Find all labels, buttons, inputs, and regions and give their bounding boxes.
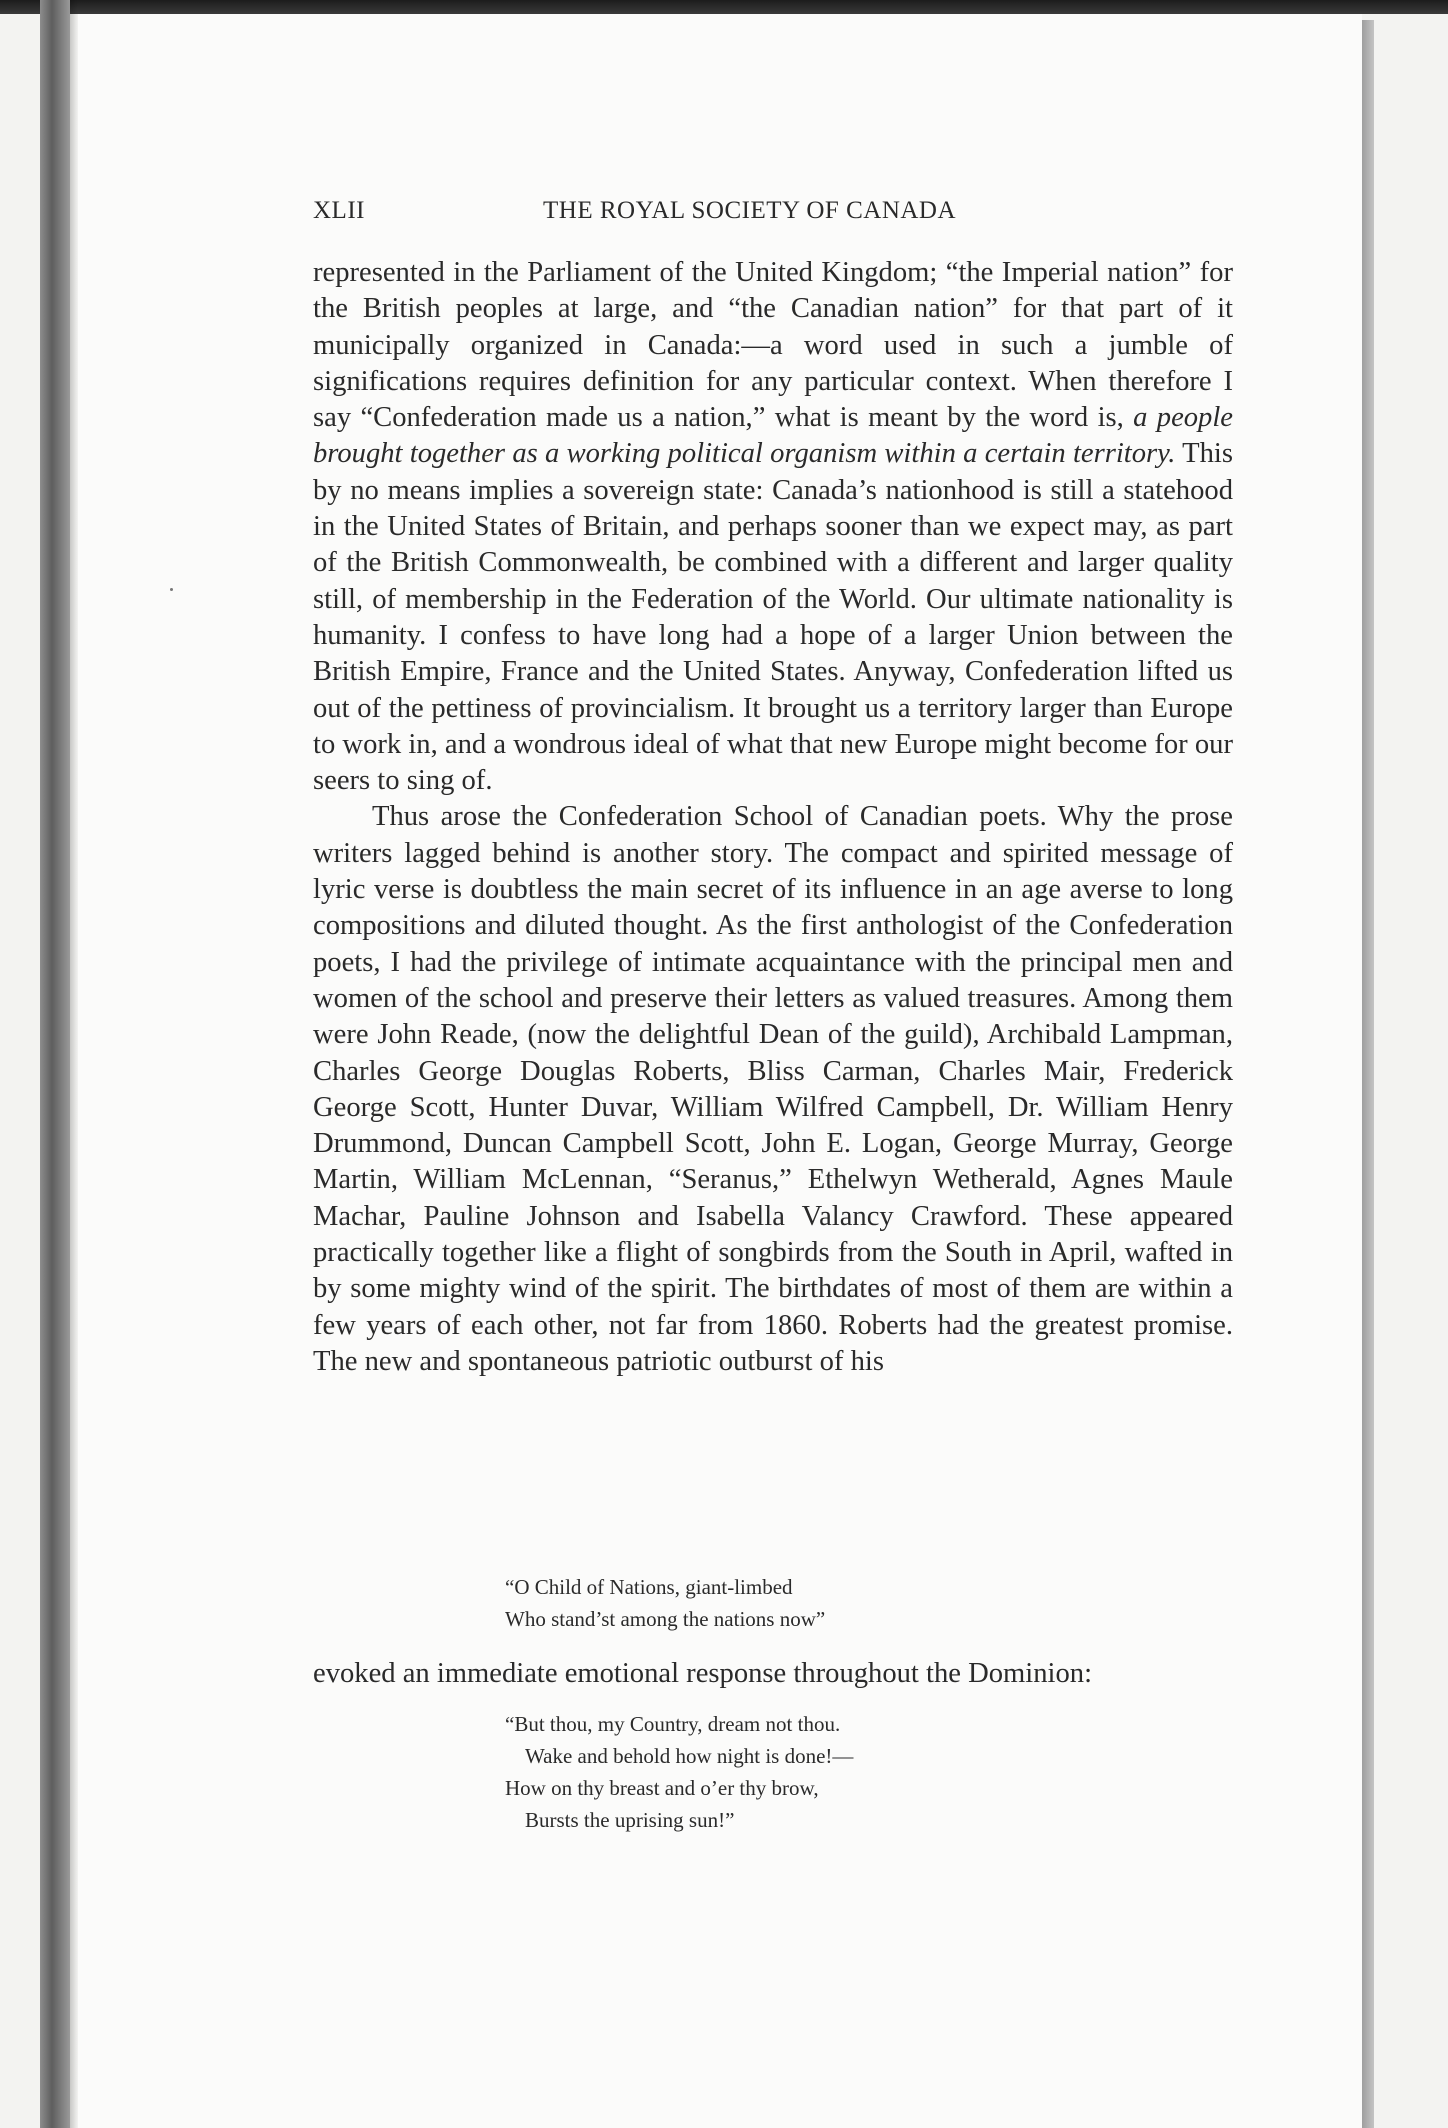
body-text	[313, 255, 1233, 1380]
continuation-line: evoked an immediate emotional response throughout the Dominion:	[313, 1658, 1093, 1689]
page-right-edge	[1362, 20, 1374, 2128]
paragraph-1	[313, 255, 1233, 799]
scan-top-edge	[0, 0, 1448, 14]
gutter-shadow	[70, 0, 78, 2128]
verse-line: “But thou, my Country, dream not thou.	[505, 1712, 841, 1736]
verse-line: Who stand’st among the nations now”	[505, 1607, 826, 1631]
verse-line: How on thy breast and o’er thy brow,	[505, 1776, 819, 1800]
verse-line: “O Child of Nations, giant-limbed	[505, 1575, 793, 1599]
page-folio: XLII	[313, 197, 365, 224]
paragraph-2: Thus arose the Confederation School of Canadian poets. Why the prose writers lagged behind is another story. The compact and spirited message of lyric verse is doubtless the main secret of its influence in an age averse to long compositions and diluted thought. As the first anthologist of the Confederation poets, I had the privilege of intimate acquaintance with the principal men and women of the school and preserve their letters as valued treasures. Among them were John Reade, (now the delightful Dean of the guild), Archibald Lampman, Charles George Douglas Roberts, Bliss Carman, Charles Mair, Frederick George Scott, Hunter Duvar, William Wilfred Campbell, Dr. William Henry Drummond, Duncan Campbell Scott, John E. Logan, George Murray, George Martin, William McLennan, “Seranus,” Ethelwyn Wetherald, Agnes Maule Machar, Pauline Johnson and Isabella Valancy Crawford. These appeared practically together like a flight of songbirds from the South in April, wafted in by some mighty wind of the spirit. The birthdates of most of them are within a few years of each other, not far from 1860. Roberts had the greatest promise. The new and spontaneous patriotic outburst of his	[313, 801, 1233, 1377]
paragraph-1-text-a: represented in the Parliament of the United Kingdom; “the Imperial nation” for the British peoples at large, and “the Canadian nation” for that part of it municipally organized in Canada:—a word used in such a jumble of significations requires definition for any particular context. When therefore I say “Confederation made us a nation,” what is meant by the word is,	[313, 257, 1233, 434]
verse-quote-1	[505, 1571, 825, 1635]
scan-speck	[170, 588, 173, 591]
book-binding-edge	[40, 0, 70, 2128]
verse-quote-2	[505, 1708, 853, 1836]
paragraph-1-italic-definition: a people brought together as a working political organism within a certain territory.	[313, 402, 1233, 470]
verse-line: Wake and behold how night is done!—	[525, 1744, 854, 1768]
running-head	[313, 197, 1008, 231]
verse-line: Bursts the uprising sun!”	[525, 1808, 735, 1832]
paragraph-1-text-b: This by no means implies a sovereign state: Canada’s nationhood is still a statehood in the United States of Britain, and perhaps sooner than we expect may, as part of the British Commonwealth, be combined with a different and larger quality still, of membership in the Federation of the World. Our ultimate nationality is humanity. I confess to have long had a hope of a larger Union between the British Empire, France and the United States. Anyway, Confederation lifted us out of the pettiness of provincialism. It brought us a territory larger than Europe to work in, and a wondrous ideal of what that new Europe might become for our seers to sing of.	[313, 438, 1234, 797]
running-head-title: THE ROYAL SOCIETY OF CANADA	[543, 197, 957, 224]
